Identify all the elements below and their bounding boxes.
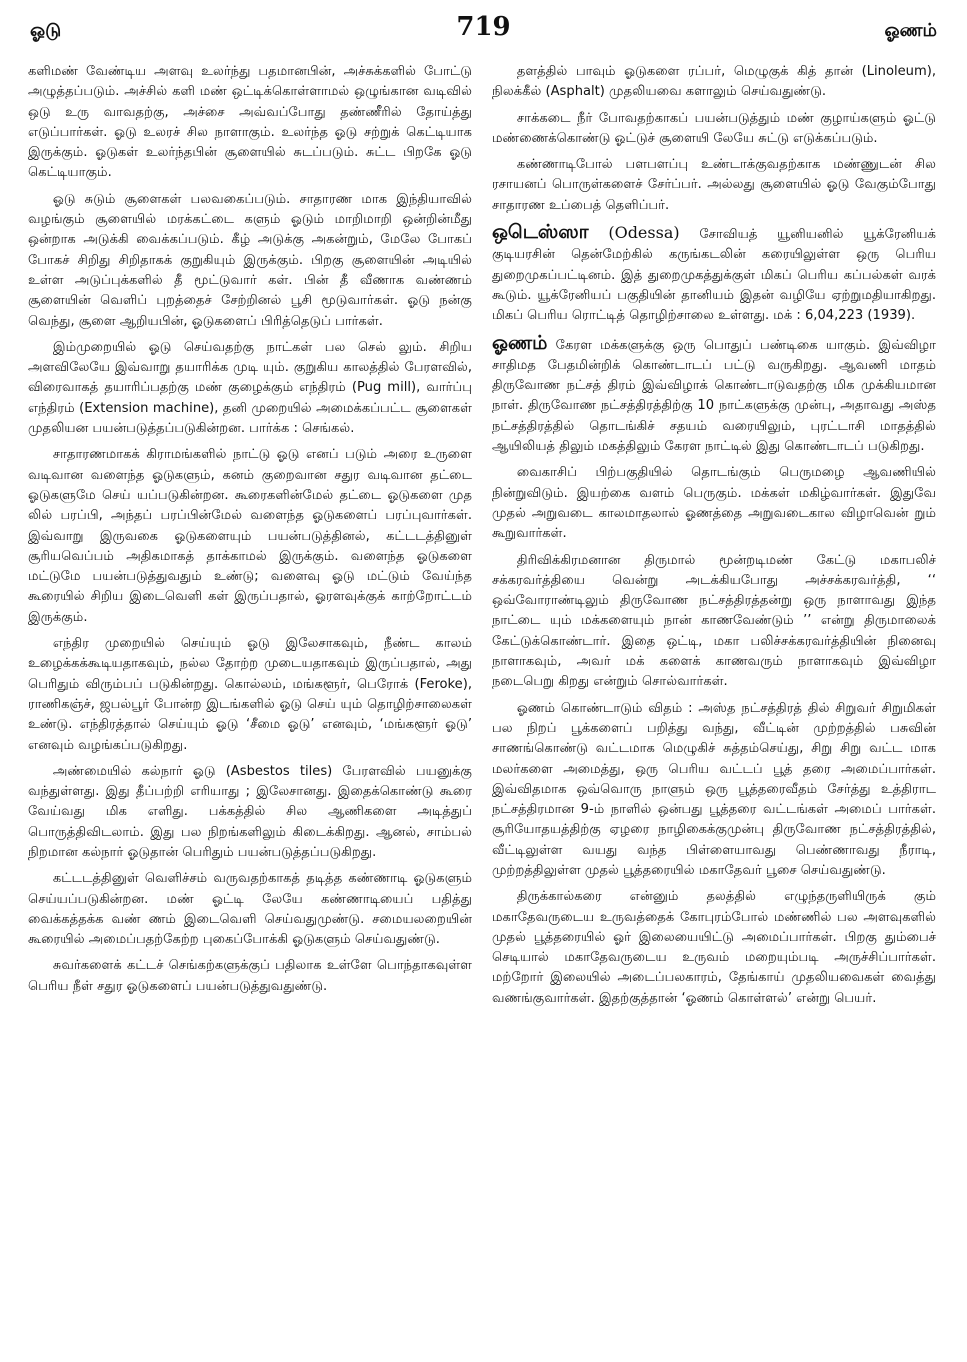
page-number: 719 [456,12,511,42]
entry-onam [492,333,936,458]
right-paragraph-6: ஓணம் கொண்டாடும் விதம் : அஸ்த நட்சத்திரத் தில் சிறுவர் சிறுமிகள் பல நிறப் பூக்களைப் பறித்து வந்து, வீட்டின் முற்றத்தில் பசுவின் சாணங்கொண்டு வட்டமாக மெழுகிச் சுத்தம்செய்து, சிறு சிறு வட்ட மாக மலர்களை அமைத்து, ஒரு பெரிய வட்டப் பூத் தரை அமைப்பார்கள். இவ்விதமாக ஒவ்வொரு நாளும் ஒரு பூத்தரைவீதம் சேர்த்து உத்திராட நட்சத்திரமான 9-ம் நாளில் ஒன்பது பூத்தரை வட்டங்கள் அமைப் பார்கள். சூரியோதயத்திற்கு ஏழரை நாழிகைக்குமுன்பு திருவோண நட்சத்திரத்தில், வீட்டிலுள்ள வயது வந்த பிள்ளையாவது பெண்ணாவது நீராடி, முற்றத்திலுள்ள முதல் பூத்தரையில் மகாதேவர் பூசை செய்வதுண்டு. [492,700,936,878]
right-column [492,62,936,1015]
headword-onam: ஓணம் [492,331,548,354]
left-paragraph-4: சாதாரணமாகக் கிராமங்களில் நாட்டு ஓடு எனப் படும் அரை உருளை வடிவான வளைந்த ஓடுகளும், கனம் குறைவான சதுர வடிவான தட்டை ஓடுகளுமே செய் யப்படுகின்றன. கூரைகளின்மேல் தட்டை ஓடுகளை முத லில் பரப்பி, அந்தப் பரப்பின்மேல் வளைந்த ஓடுகளைப் பரப்புவார்கள். இவ்வாறு இருவகை ஓடுகளையும் பயன்படுத்தினல், கட்டடத்தினுள் சூரியவெப்பம் அதிகமாகத் தாக்காமல் இருக்கும். வளைந்த ஓடுகளை மட்டுமே பயன்படுத்துவதும் உண்டு; வளைவு ஓடு மட்டும் வேய்ந்த கூரையில் சிறிய இடைவெளி கள் இருப்பதால், ஓரளவுக்குக் காற்றோட்டம் இருக்கும். [28,447,472,625]
left-paragraph-1: களிமண் வேண்டிய அளவு உலர்ந்து பதமானபின், அச்சுக்களில் போட்டு அழுத்தப்படும். அச்சில் களி மண் ஒட்டிக்கொள்ளாமல் ஒழுங்கான வடிவில் ஒடு உரு வாவதற்கு, அச்சை அவ்வப்போது தண்ணீரில் தோய்த்து எடுப்பார்கள். ஓடு உலரச் சில நாளாகும். உலர்ந்த ஓடு சற்றுக் கெட்டியாக இருக்கும். ஓடுகள் உலர்ந்தபின் சூளையில் சுடப்படும். சுட்ட பிறகே ஓடு கெட்டியாகும். [28,64,472,181]
entry-odessa-text: சோவியத் யூனியனில் யூக்ரேனியக் குடியரசின் தென்மேற்கில் கருங்கடலின் கரையிலுள்ள ஒரு பெரிய துறைமுகப்பட்டினம். இத் துறைமுகத்துக்குள் மிகப் பெரிய கப்பல்கள் வரக் கூடும். யூக்ரேனியப் பகுதியின் தானியம் இதன் வழியே ஏற்றுமதியாகிறது. மிகப் பெரிய ரொட்டித் தொழிற்சாலை உள்ளது. மக் : 6,04,223 (1939). [492,227,936,324]
right-paragraph-7: திருக்கால்கரை என்னும் தலத்தில் எழுந்தருளியிருக் கும் மகாதேவருடைய உருவத்தைக் கோபுரம்போல் மண்ணில் பல அளவுகளில் முதல் பூத்தரையில் ஓர் இலையையிட்டு அமைப்பார்கள். பிறகு தும்பைச் செடியால் மகாதேவருடைய உருவம் மறையும்படி அருச்சிப்பார்கள். மற்றோர் இலையில் அடைப்பலகாரம், தேங்காய் முதலியவைகள் வைத்து வணங்குவார்கள். இதற்குத்தான் ‘ஓணம் கொள்ளல்’ என்று பெயர். [492,889,936,1006]
right-paragraph-5: திரிவிக்கிரமனான திருமால் மூன்றடிமண் கேட்டு மகாபலிச் சக்கரவர்த்தியை வென்று அடக்கியபோது அச்சக்கரவர்த்தி, ‘‘ ஒவ்வோராண்டிலும் திருவோண நட்சத்திரத்தன்று ஒரு நாளாவது இந்த நாட்டை யும் மக்களையும் நான் காணவேண்டும் ’’ என்று திருமாலைக் கேட்டுக்கொண்டார். இதை ஒட்டி, மகா பலிச்சக்கரவர்த்தியின் நினைவு நாளாகவும், அவர் மக் களைக் காணவரும் நாளாகவும் இவ்விழா நடைபெறு கிறது என்றும் சொல்வார்கள். [492,552,936,690]
entry-onam-text: கேரள மக்களுக்கு ஒரு பொதுப் பண்டிகை யாகும். இவ்விழா சாதிமத பேதமின்றிக் கொண்டாடப் பட்டு வருகிறது. ஆவணி மாதம் திருவோண நட்சத் திரம் இவ்விழாக் கொண்டாடுவதற்கு மிக முக்கியமான நாள். திருவோண நட்சத்திரத்திற்கு 10 நாட்களுக்கு முன்பு, அதாவது அஸ்த நட்சத்திரத்தில் தொடங்கிச் சதயம் வரையிலும், புரட்டாசி மாதத்தில் ஆயிலியத் திலும் மகத்திலும் கேரள நாட்டில் இது கொண்டாடப் படுகிறது. [492,337,936,455]
left-paragraph-7: கட்டடத்தினுள் வெளிச்சம் வருவதற்காகத் தடித்த கண்ணாடி ஓடுகளும் செய்யப்படுகின்றன. மண் ஓட்டி லேயே கண்ணாடியைப் பதித்து வைக்கத்தக்க வண் ணம் இடைவெளி செய்வதுமுண்டு. சமையலறையின் கூரையில் அமைப்பதற்கேற்ற புகைப்போக்கி ஓடுகளும் செய்வதுண்டு. [28,871,472,948]
headword-odessa: ஒடெஸ்ஸா [492,221,589,244]
entry-odessa [492,222,936,326]
headword-odessa-english: (Odessa) [608,223,680,243]
left-column [28,62,472,1003]
right-paragraph-1: தளத்தில் பாவும் ஓடுகளை ரப்பர், மெழுகுக் கித் தான் (Linoleum), நிலக்கீல் (Asphalt) முதலியவை களாலும் செய்வதுண்டு. [492,64,936,100]
left-paragraph-8: சுவர்களைக் கட்டச் செங்கற்களுக்குப் பதிலாக உள்ளே பொந்தாகவுள்ள பெரிய நீள் சதுர ஓடுகளைப் பயன்படுத்துவதுண்டு. [28,958,472,994]
right-paragraph-3: கண்ணாடிபோல் பளபளப்பு உண்டாக்குவதற்காக மண்ணுடன் சில ரசாயனப் பொருள்களைச் சேர்ப்பர். அல்லது சூளையில் ஓடு வேகும்போது சாதாரண உப்பைத் தெளிப்பர். [492,157,936,213]
right-paragraph-4: வைகாசிப் பிற்பகுதியில் தொடங்கும் பெருமழை ஆவணியில் நின்றுவிடும். இயற்கை வளம் பெருகும். மக்கள் மகிழ்வார்கள். இதுவே முதல் அறுவடை காலமாதலால் ஓணத்தை அறுவடைகால விழாவென் றும் கூறுவார்கள். [492,465,936,542]
page-header [22,12,945,46]
left-paragraph-6: அண்மையில் கல்நார் ஓடு (Asbestos tiles) பேரளவில் பயனுக்கு வந்துள்ளது. இது தீப்பற்றி எரியாது ; இலேசானது. இதைக்கொண்டு கூரை வேய்வது மிக எளிது. பக்கத்தில் சில ஆணிகளை அடித்துப் பொருத்திவிடலாம். இது பல நிறங்களிலும் கிடைக்கிறது. ஆனல், சாம்பல் நிறமான கல்நார் ஓடுதான் பெரிதும் பயன்படுத்தப்படுகிறது. [28,763,472,860]
header-right-word: ஓணம் [884,20,937,41]
left-paragraph-3: இம்முறையில் ஓடு செய்வதற்கு நாட்கள் பல செல் லும். சிறிய அளவிலேயே இவ்வாறு தயாரிக்க முடி யும். குறுகிய காலத்தில் பேரளவில், விரைவாகத் தயாரிப்பதற்கு மண் குழைக்கும் எந்திரம் (Pug mill), வார்ப்பு எந்திரம் (Extension machine), தனி முறையில் அமைக்கப்பட்ட சூளைகள் முதலியன பயன்படுத்தப்படுகின்றன. பார்க்க : செங்கல். [28,339,472,437]
right-paragraph-2: சாக்கடை நீர் போவதற்காகப் பயன்படுத்தும் மண் குழாய்களும் ஓட்டு மண்ணைக்கொண்டு ஓட்டுச் சூளையி லேயே சுட்டு எடுக்கப்படும். [492,110,936,146]
left-paragraph-5: எந்திர முறையில் செய்யும் ஓடு இலேசாகவும், நீண்ட காலம் உழைக்கக்கூடியதாகவும், நல்ல தோற்ற முடையதாகவும் இருப்பதால், அது பெரிதும் விரும்பப் படுகின்றது. கொல்லம், மங்களூர், பெரோக் (Feroke), ராணிகஞ்ச், ஜபல்பூர் போன்ற இடங்களில் ஓடு செய் யும் தொழிற்சாலைகள் உண்டு. எந்திரத்தால் செய்யும் ஓடு ‘சீமை ஓடு’ எனவும், ‘மங்களூர் ஓடு’ எனவும் வழங்கப்படுகிறது. [28,636,472,753]
header-left-word: ஓடு [30,20,62,41]
left-paragraph-2: ஓடு சுடும் சூளைகள் பலவகைப்படும். சாதாரண மாக இந்தியாவில் வழங்கும் சூளையில் மரக்கட்டை களும் ஓடும் மாறிமாறி ஒன்றின்மீது ஒன்றாக அடுக்கி வைக்கப்படும். கீழ் அடுக்கு அகன்றும், மேலே போகப் போகச் சிறிது சிறிதாகக் குறுகியும் இருக்கும். பிறகு சூளையின் அடியில் உள்ள அடுப்புக்களில் தீ மூட்டுவார் கள். பின் தீ வீணாக வண்ணம் சூளையின் வெளிப் புறத்தைச் சேற்றினல் பூசி மூடுவார்கள். ஓடு நன்கு வெந்து, சூளை ஆறியபின், ஓடுகளைப் பிரித்தெடுப் பார்கள். [28,191,472,329]
